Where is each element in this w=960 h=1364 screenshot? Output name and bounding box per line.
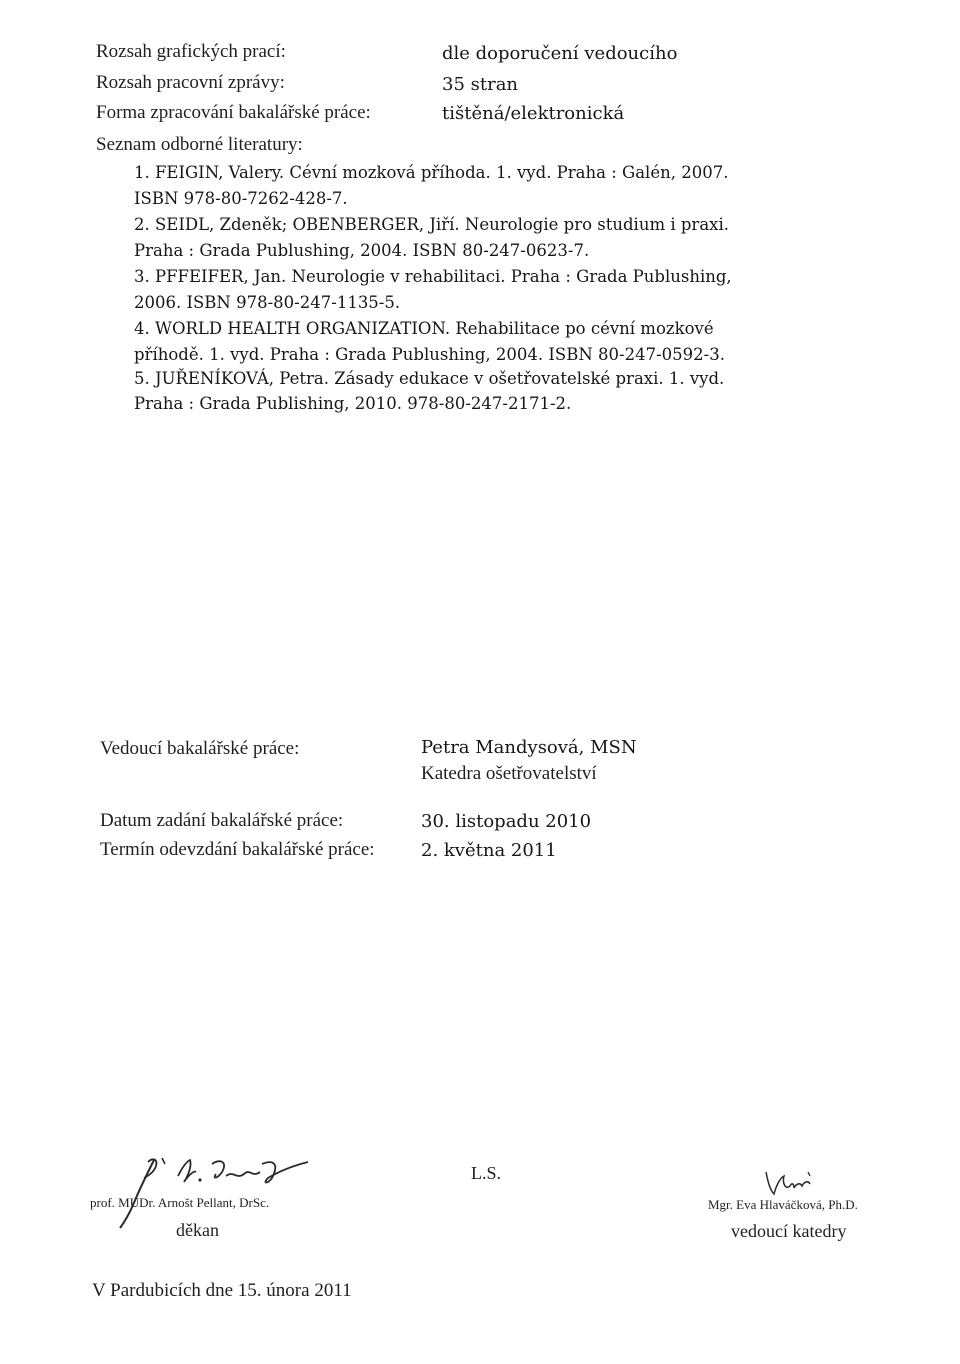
graphics-scope-label: Rozsah grafických prací: [96, 41, 286, 62]
reference-line: 4. WORLD HEALTH ORGANIZATION. Rehabilitace po cévní mozkové [134, 319, 714, 338]
supervisor-name: Petra Mandysová, MSN [421, 737, 637, 758]
dean-signature-image [112, 1150, 312, 1230]
report-scope-label: Rozsah pracovní zprávy: [96, 72, 285, 93]
dean-role: děkan [176, 1220, 219, 1240]
due-date-label: Termín odevzdání bakalářské práce: [100, 839, 375, 860]
supervisor-department: Katedra ošetřovatelství [421, 763, 597, 784]
reference-line: příhodě. 1. vyd. Praha : Grada Publushing, 2004. ISBN 80-247-0592-3. [134, 345, 725, 364]
thesis-form-label: Forma zpracování bakalářské práce: [96, 102, 371, 123]
place-date: V Pardubicích dne 15. února 2011 [92, 1280, 352, 1301]
due-date-value: 2. května 2011 [421, 840, 557, 861]
thesis-form-value: tištěná/elektronická [442, 103, 625, 124]
assigned-date-value: 30. listopadu 2010 [421, 811, 592, 832]
reference-line: 2006. ISBN 978-80-247-1135-5. [134, 293, 401, 312]
supervisor-label: Vedoucí bakalářské práce: [100, 738, 300, 759]
report-scope-value: 35 stran [442, 74, 519, 95]
reference-line: ISBN 978-80-7262-428-7. [134, 189, 348, 208]
graphics-scope-value: dle doporučení vedoucího [442, 43, 678, 64]
assigned-date-label: Datum zadání bakalářské práce: [100, 810, 344, 831]
dean-name: prof. MUDr. Arnošt Pellant, DrSc. [90, 1195, 270, 1210]
reference-line: 1. FEIGIN, Valery. Cévní mozková příhoda. 1. vyd. Praha : Galén, 2007. [134, 163, 729, 182]
reference-line: Praha : Grada Publushing, 2004. ISBN 80-247-0623-7. [134, 241, 590, 260]
reference-line: 3. PFFEIFER, Jan. Neurologie v rehabilitaci. Praha : Grada Publushing, [134, 267, 732, 286]
head-signature-image [760, 1168, 820, 1198]
department-head-role: vedoucí katedry [731, 1221, 847, 1241]
reference-line: 5. JUŘENÍKOVÁ, Petra. Zásady edukace v ošetřovatelské praxi. 1. vyd. [134, 369, 725, 388]
literature-heading: Seznam odborné literatury: [96, 134, 303, 155]
reference-line: 2. SEIDL, Zdeněk; OBENBERGER, Jiří. Neurologie pro studium i praxi. [134, 215, 729, 234]
reference-line: Praha : Grada Publishing, 2010. 978-80-247-2171-2. [134, 394, 572, 413]
department-head-name: Mgr. Eva Hlaváčková, Ph.D. [708, 1197, 858, 1212]
seal-mark: L.S. [471, 1163, 502, 1183]
